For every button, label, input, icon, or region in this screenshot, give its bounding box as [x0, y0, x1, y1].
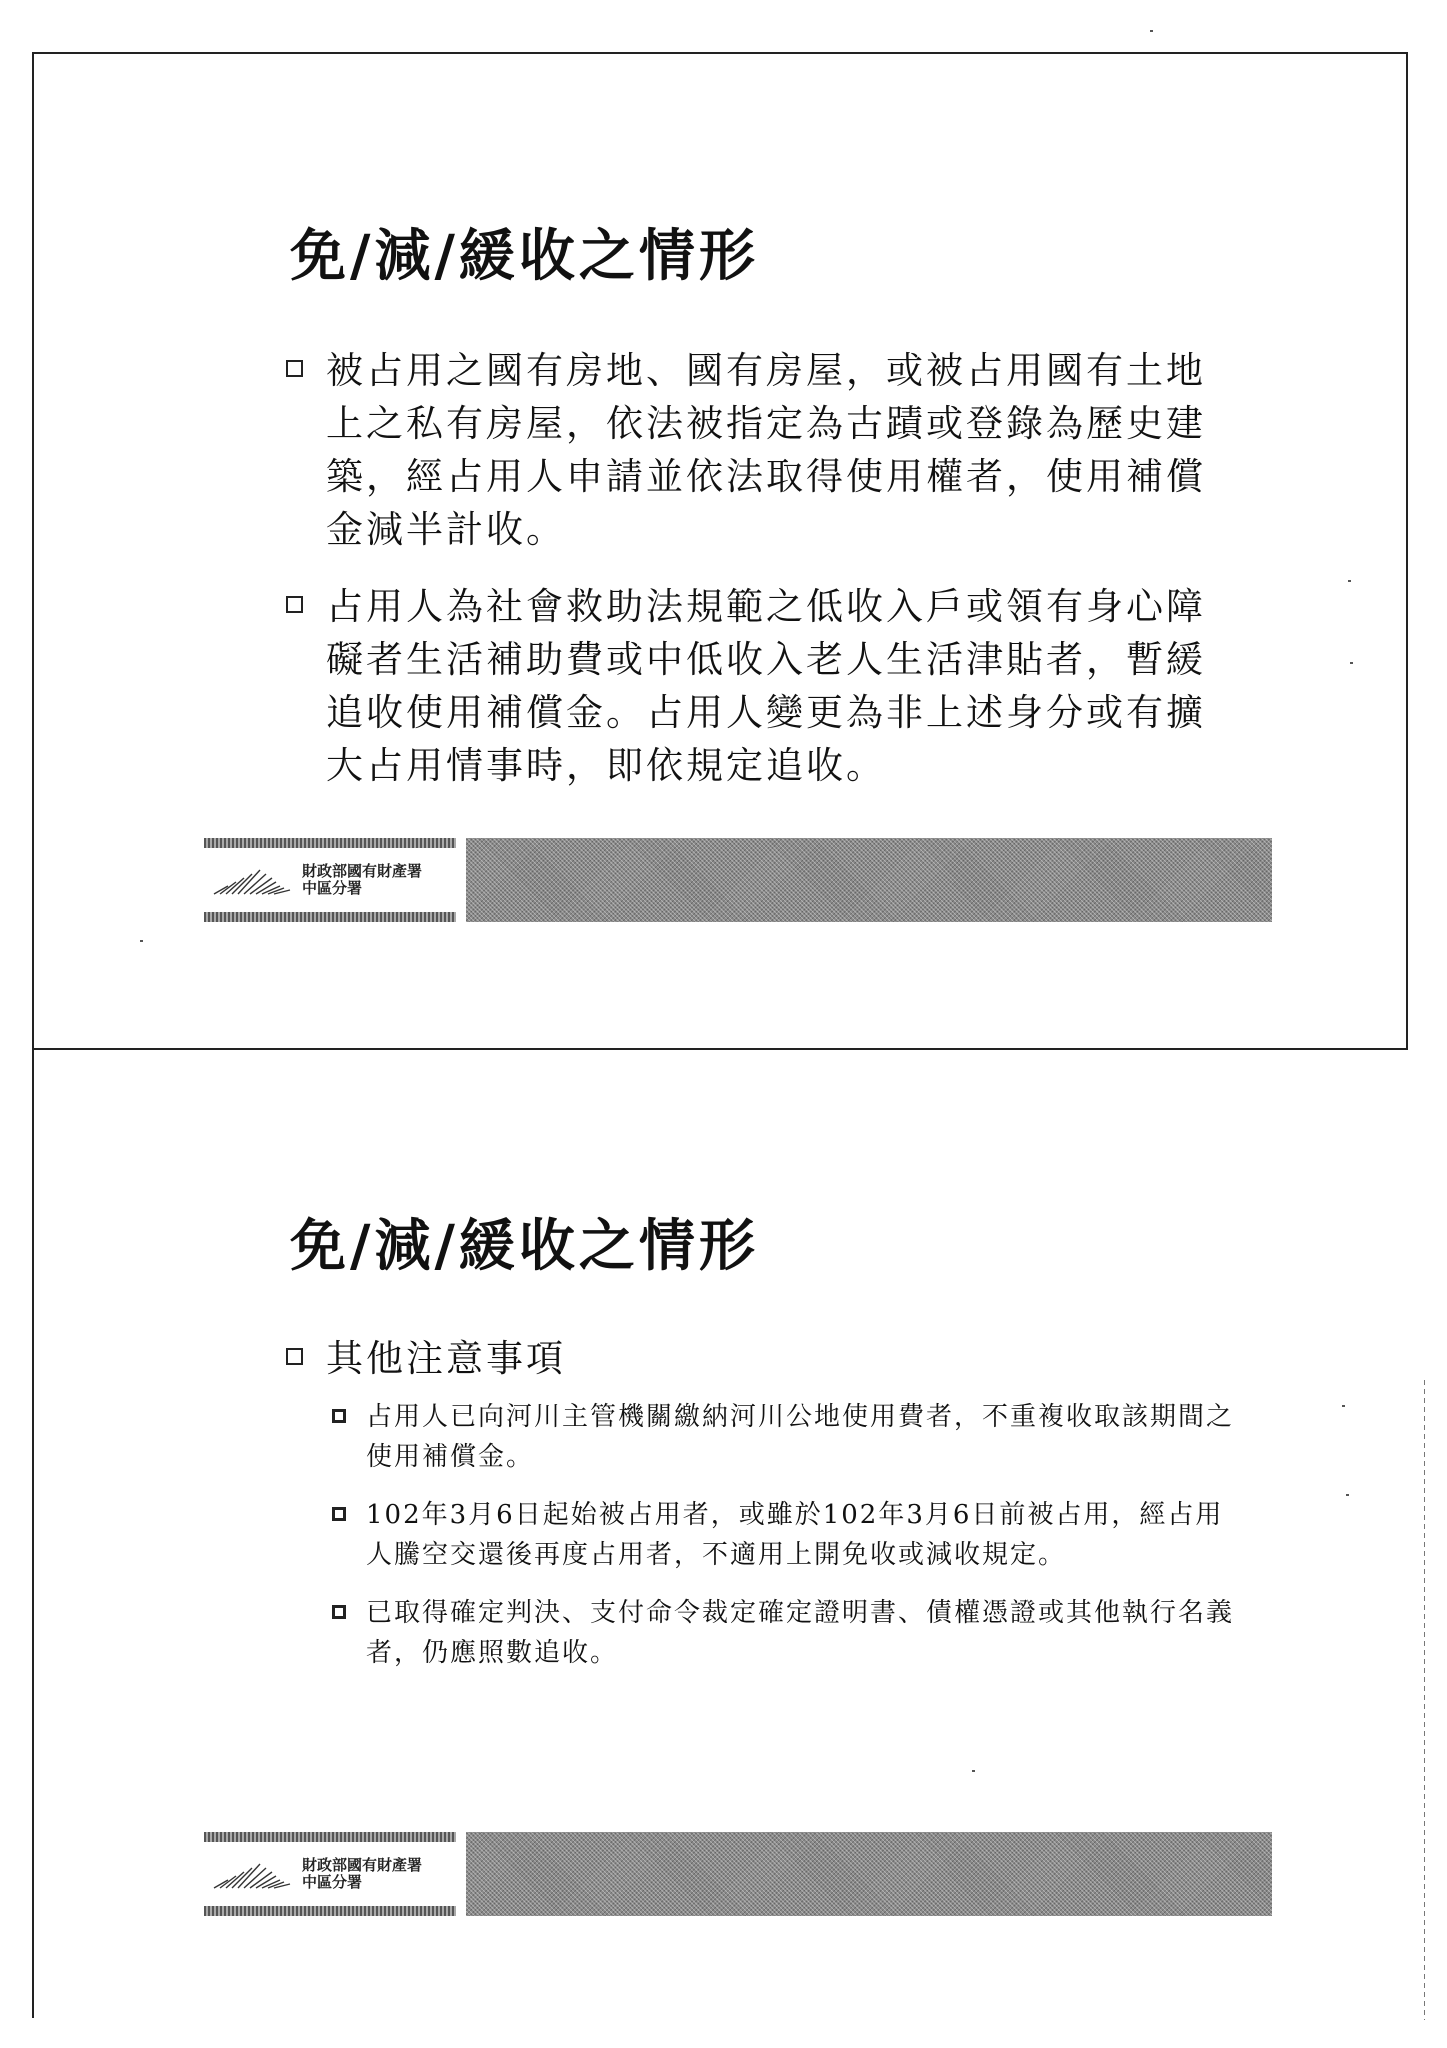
slide-footer: [204, 838, 1272, 922]
footer-stripe: [204, 1906, 456, 1916]
sub-bullet-text: 102年3月6日起始被占用者，或雖於102年3月6日前被占用，經占用人騰空交還後再度占用者，不適用上開免收或減收規定。: [366, 1500, 1224, 1570]
org-name-line: 財政部國有財產署: [302, 1856, 423, 1874]
bullet-text: 被占用之國有房地、國有房屋，或被占用國有土地上之私有房屋，依法被指定為古蹟或登錄為歷史建築，經占用人申請並依法取得使用權者，使用補償金減半計收。: [326, 349, 1206, 551]
sub-bullet-text: 已取得確定判決、支付命令裁定確定證明書、債權憑證或其他執行名義者，仍應照數追收。: [366, 1598, 1235, 1668]
org-name-line: 財政部國有財產署: [302, 862, 423, 880]
mountain-logo-icon: [210, 866, 300, 896]
sub-bullet-list: [326, 1397, 1235, 1673]
scan-speck: [1342, 1405, 1345, 1407]
scan-edge-line: [1424, 1380, 1425, 2020]
scan-speck: [140, 940, 143, 942]
bullet-list: [286, 344, 1216, 816]
sub-list-item: [326, 1397, 1236, 1477]
footer-branding: [204, 838, 456, 922]
org-name: [302, 863, 422, 897]
list-item: [286, 580, 1216, 792]
square-bullet-icon: [332, 1507, 346, 1521]
bullet-text: 其他注意事項: [326, 1337, 566, 1380]
scan-speck: [972, 1770, 975, 1772]
list-item: [286, 1332, 1235, 1673]
slide-title: 免/減/緩收之情形: [290, 1213, 759, 1279]
scan-speck: [1348, 580, 1351, 582]
slide-footer: [204, 1832, 1272, 1916]
footer-stripe: [204, 1832, 456, 1842]
slide-1: [32, 52, 1408, 1050]
square-bullet-icon: [286, 596, 303, 613]
footer-pattern-bar: [466, 1832, 1272, 1916]
footer-stripe: [204, 912, 456, 922]
square-bullet-icon: [332, 1605, 346, 1619]
footer-branding: [204, 1832, 456, 1916]
org-name-line: 中區分署: [302, 879, 363, 897]
list-item: [286, 344, 1216, 556]
sub-list-item: [326, 1593, 1236, 1673]
footer-pattern-bar: [466, 838, 1272, 922]
square-bullet-icon: [332, 1409, 346, 1423]
mountain-logo-icon: [210, 1860, 300, 1890]
slide-2: [32, 1050, 1408, 2018]
scan-speck: [1346, 1494, 1349, 1496]
bullet-list: [286, 1332, 1235, 1697]
scan-speck: [1150, 30, 1153, 32]
org-name: [302, 1857, 422, 1891]
sub-bullet-text: 占用人已向河川主管機關繳納河川公地使用費者，不重複收取該期間之使用補償金。: [366, 1402, 1235, 1472]
sub-list-item: [326, 1495, 1236, 1575]
square-bullet-icon: [286, 360, 303, 377]
square-bullet-icon: [286, 1348, 303, 1365]
bullet-text: 占用人為社會救助法規範之低收入戶或領有身心障礙者生活補助費或中低收入老人生活津貼者，暫緩追收使用補償金。占用人變更為非上述身分或有擴大占用情事時，即依規定追收。: [326, 585, 1206, 787]
org-name-line: 中區分署: [302, 1873, 363, 1891]
footer-stripe: [204, 838, 456, 848]
slide-title: 免/減/緩收之情形: [290, 223, 759, 289]
scan-speck: [1350, 662, 1353, 664]
